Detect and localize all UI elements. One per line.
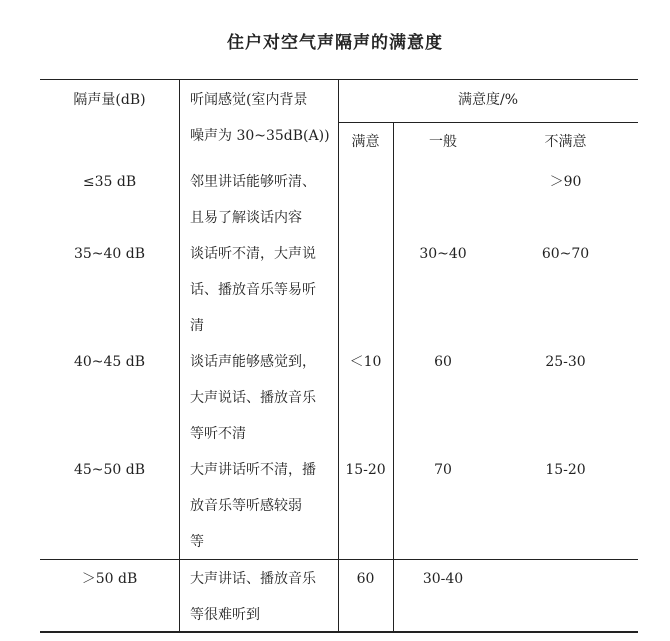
top-rule <box>40 79 638 80</box>
row4-normal: 70 <box>434 462 452 478</box>
row4-desc-line3: 等 <box>190 534 204 550</box>
row1-desc-line1: 邻里讲话能够听清、 <box>190 174 316 190</box>
row1-level: ≤35 dB <box>82 174 137 190</box>
row4-satisfied: 15-20 <box>345 462 386 478</box>
row4-desc-line2: 放音乐等听感较弱 <box>190 498 302 514</box>
row5-normal: 30-40 <box>422 571 464 587</box>
row2-unsatisfied: 60~70 <box>541 246 590 262</box>
row5-satisfied: 60 <box>356 571 375 587</box>
subheader-rule <box>338 122 638 123</box>
bottom-rule <box>40 631 638 633</box>
row1-desc-line2: 且易了解谈话内容 <box>190 210 302 226</box>
row3-level: 40~45 dB <box>73 354 146 370</box>
row4-desc-line1: 大声讲话听不清，播 <box>190 462 316 478</box>
row4-unsatisfied: 15-20 <box>545 462 586 478</box>
row3-normal: 60 <box>434 354 452 370</box>
row5-desc-line2: 等很难听到 <box>190 607 260 623</box>
row4-level: 45~50 dB <box>73 462 146 478</box>
row1-unsatisfied: ＞90 <box>549 174 582 190</box>
row2-level: 35~40 dB <box>73 246 146 262</box>
table-title: 住户对空气声隔声的满意度 <box>227 33 443 53</box>
header-unsatisfied: 不满意 <box>544 134 587 150</box>
header-perception-line2: 噪声为 30~35dB(A)) <box>190 128 330 144</box>
header-level: 隔声量(dB) <box>73 92 146 108</box>
col-divider-1 <box>179 79 180 633</box>
row-separator-rule <box>40 559 638 560</box>
row3-desc-line3: 等听不清 <box>190 426 246 442</box>
header-satisfaction-group: 满意度/% <box>457 92 519 108</box>
row2-desc-line2: 话、播放音乐等易听 <box>190 282 316 298</box>
row3-desc-line2: 大声说话、播放音乐 <box>190 390 316 406</box>
header-satisfied: 满意 <box>351 134 380 150</box>
header-perception-line1: 听闻感觉(室内背景 <box>190 92 308 108</box>
header-normal: 一般 <box>429 134 457 150</box>
row2-desc-line1: 谈话听不清，大声说 <box>190 246 316 262</box>
row3-satisfied: ＜10 <box>349 354 382 370</box>
row5-desc-line1: 大声讲话、播放音乐 <box>190 571 316 587</box>
row3-desc-line1: 谈话声能够感觉到， <box>190 354 316 370</box>
row2-normal: 30~40 <box>419 246 467 262</box>
row3-unsatisfied: 25-30 <box>545 354 586 370</box>
row5-level: ＞50 dB <box>81 571 138 587</box>
row2-desc-line3: 清 <box>190 318 204 334</box>
